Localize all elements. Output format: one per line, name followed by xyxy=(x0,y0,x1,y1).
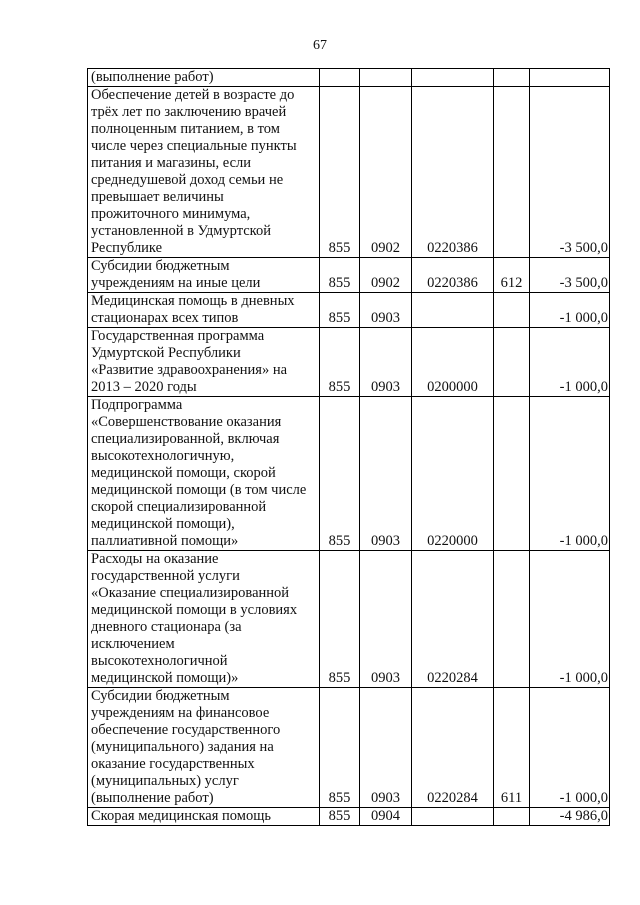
ministry-code-cell-text: 855 xyxy=(328,533,351,549)
expense-type-cell xyxy=(494,808,530,826)
section-code-cell-text: 0903 xyxy=(371,310,400,326)
row-name-cell-text: Скорая медицинская помощь xyxy=(91,808,271,824)
amount-cell xyxy=(530,397,610,551)
ministry-code-cell-text: 855 xyxy=(328,379,351,395)
section-code-cell-text: 0902 xyxy=(371,240,400,256)
section-code-cell-text: 0904 xyxy=(371,808,400,824)
section-code-cell-text: 0903 xyxy=(371,670,400,686)
row-name-cell-text: Обеспечение детей в возрасте до трёх лет по заключению врачей полноценным питанием, в том числе через специальные пункты питания и магазины, если среднедушевой доход семьи не превышает величины прожиточного минимума, установленной в Удмуртской Республике xyxy=(91,87,297,256)
table-row xyxy=(88,258,610,293)
budget-table-body xyxy=(88,69,610,826)
section-code-cell xyxy=(360,87,412,258)
row-name-cell xyxy=(88,293,320,328)
ministry-code-cell-text: 855 xyxy=(328,790,351,806)
expense-type-cell xyxy=(494,551,530,688)
target-article-cell-text: 0220000 xyxy=(427,533,478,549)
amount-cell xyxy=(530,69,610,87)
expense-type-cell xyxy=(494,293,530,328)
expense-type-cell xyxy=(494,328,530,397)
target-article-cell-text: 0220284 xyxy=(427,790,478,806)
table-row xyxy=(88,551,610,688)
row-name-cell xyxy=(88,69,320,87)
amount-cell-text: -3 500,0 xyxy=(559,240,608,256)
ministry-code-cell xyxy=(320,808,360,826)
row-name-cell xyxy=(88,328,320,397)
target-article-cell-text: 0220386 xyxy=(427,275,478,291)
section-code-cell-text: 0903 xyxy=(371,533,400,549)
target-article-cell xyxy=(412,397,494,551)
ministry-code-cell xyxy=(320,551,360,688)
table-row xyxy=(88,293,610,328)
amount-cell xyxy=(530,808,610,826)
budget-table xyxy=(87,68,610,826)
target-article-cell xyxy=(412,551,494,688)
amount-cell-text: -1 000,0 xyxy=(559,670,608,686)
expense-type-cell xyxy=(494,69,530,87)
ministry-code-cell xyxy=(320,69,360,87)
ministry-code-cell xyxy=(320,397,360,551)
ministry-code-cell-text: 855 xyxy=(328,240,351,256)
amount-cell-text: -1 000,0 xyxy=(559,379,608,395)
ministry-code-cell xyxy=(320,293,360,328)
expense-type-cell xyxy=(494,258,530,293)
amount-cell-text: -1 000,0 xyxy=(559,533,608,549)
row-name-cell xyxy=(88,688,320,808)
row-name-cell-text: (выполнение работ) xyxy=(91,69,214,85)
amount-cell xyxy=(530,258,610,293)
table-row xyxy=(88,328,610,397)
section-code-cell xyxy=(360,808,412,826)
amount-cell xyxy=(530,688,610,808)
amount-cell xyxy=(530,87,610,258)
amount-cell xyxy=(530,293,610,328)
amount-cell xyxy=(530,551,610,688)
table-row xyxy=(88,397,610,551)
section-code-cell xyxy=(360,69,412,87)
expense-type-cell xyxy=(494,87,530,258)
target-article-cell-text: 0220386 xyxy=(427,240,478,256)
target-article-cell xyxy=(412,293,494,328)
ministry-code-cell-text: 855 xyxy=(328,310,351,326)
ministry-code-cell-text: 855 xyxy=(328,808,351,824)
amount-cell-text: -3 500,0 xyxy=(559,275,608,291)
row-name-cell-text: Медицинская помощь в дневных стационарах всех типов xyxy=(91,293,295,326)
section-code-cell xyxy=(360,688,412,808)
table-row xyxy=(88,87,610,258)
row-name-cell-text: Расходы на оказание государственной услуги «Оказание специализированной медицинской помощи в условиях дневного стационара (за исключением высокотехнологичной медицинской помощи)» xyxy=(91,551,298,686)
target-article-cell-text: 0220284 xyxy=(427,670,478,686)
row-name-cell-text: Субсидии бюджетным учреждениям на иные цели xyxy=(91,258,261,291)
section-code-cell xyxy=(360,258,412,293)
ministry-code-cell-text: 855 xyxy=(328,275,351,291)
target-article-cell xyxy=(412,87,494,258)
ministry-code-cell xyxy=(320,688,360,808)
target-article-cell xyxy=(412,808,494,826)
table-row xyxy=(88,688,610,808)
amount-cell xyxy=(530,328,610,397)
row-name-cell xyxy=(88,258,320,293)
row-name-cell xyxy=(88,551,320,688)
amount-cell-text: -4 986,0 xyxy=(559,808,608,824)
row-name-cell xyxy=(88,397,320,551)
ministry-code-cell xyxy=(320,87,360,258)
section-code-cell-text: 0902 xyxy=(371,275,400,291)
target-article-cell xyxy=(412,258,494,293)
section-code-cell-text: 0903 xyxy=(371,790,400,806)
row-name-cell xyxy=(88,87,320,258)
ministry-code-cell xyxy=(320,328,360,397)
target-article-cell-text: 0200000 xyxy=(427,379,478,395)
section-code-cell xyxy=(360,328,412,397)
expense-type-cell xyxy=(494,688,530,808)
page-number: 67 xyxy=(313,38,327,53)
amount-cell-text: -1 000,0 xyxy=(559,790,608,806)
ministry-code-cell xyxy=(320,258,360,293)
expense-type-cell xyxy=(494,397,530,551)
target-article-cell xyxy=(412,328,494,397)
expense-type-cell-text: 611 xyxy=(500,790,523,806)
row-name-cell-text: Подпрограмма «Совершенствование оказания специализированной, включая высокотехнологичную, медицинской помощи, скорой медицинской помощи (в том числе скорой специализированной медицинской помощи), паллиативной помощи» xyxy=(91,397,307,549)
table-row xyxy=(88,808,610,826)
section-code-cell xyxy=(360,551,412,688)
row-name-cell xyxy=(88,808,320,826)
section-code-cell xyxy=(360,397,412,551)
amount-cell-text: -1 000,0 xyxy=(559,310,608,326)
target-article-cell xyxy=(412,688,494,808)
expense-type-cell-text: 612 xyxy=(500,275,523,291)
table-row xyxy=(88,69,610,87)
section-code-cell xyxy=(360,293,412,328)
section-code-cell-text: 0903 xyxy=(371,379,400,395)
ministry-code-cell-text: 855 xyxy=(328,670,351,686)
row-name-cell-text: Субсидии бюджетным учреждениям на финансовое обеспечение государственного (муниципального) задания на оказание государственных (муниципальных) услуг (выполнение работ) xyxy=(91,688,281,806)
target-article-cell xyxy=(412,69,494,87)
row-name-cell-text: Государственная программа Удмуртской Республики «Развитие здравоохранения» на 2013 – 2020 годы xyxy=(91,328,288,395)
